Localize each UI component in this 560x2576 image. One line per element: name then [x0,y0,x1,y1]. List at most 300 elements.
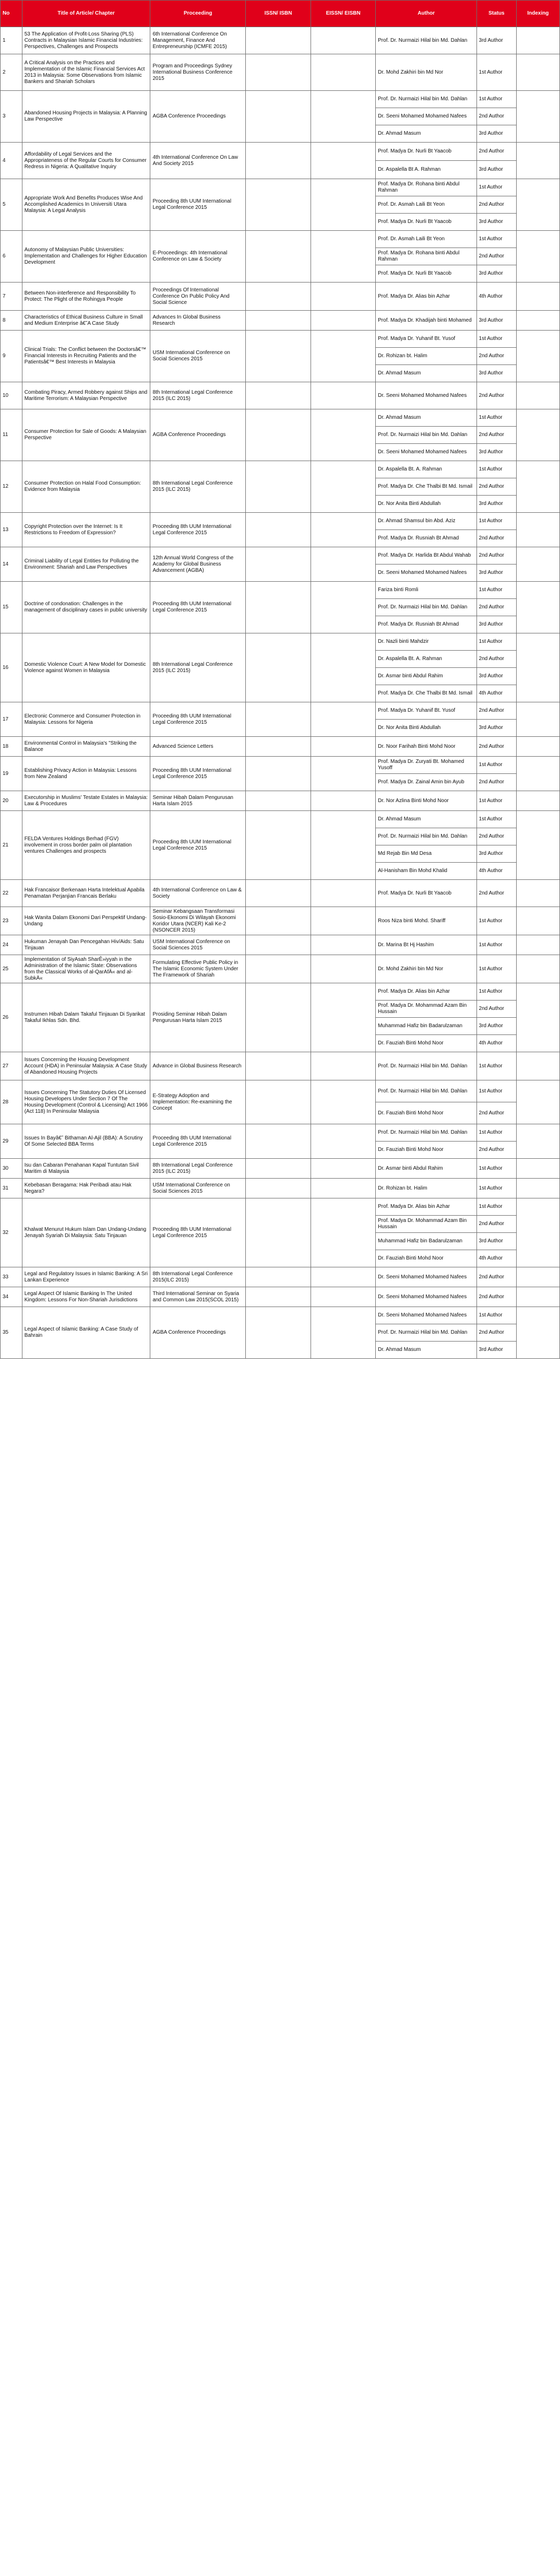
author-entry [376,496,516,513]
issn-cell [246,1124,311,1159]
author-name: Prof. Madya Dr. Harlida Bt Abdul Wahab [376,547,476,564]
author-name: Dr. Fauziah Binti Mohd Noor [378,1147,444,1152]
author-status: 3rd Author [476,365,516,382]
author-entry [376,348,516,365]
table-row [1,955,560,983]
author-entry [376,1142,516,1159]
eissn-cell [311,633,376,702]
table-row [1,91,560,143]
author-status: 3rd Author [476,496,516,513]
author-entry [376,248,516,265]
eissn-cell [311,983,376,1052]
table-row [1,757,560,791]
table-row [1,1159,560,1179]
indexing-cell [516,582,559,633]
author-status: 3rd Author [476,1233,516,1250]
row-number: 28 [1,1080,22,1124]
table-row [1,143,560,179]
proceeding-name: Program and Proceedings Sydney International Business Conference 2015 [150,54,246,91]
row-number: 32 [1,1198,22,1267]
author-name: Dr. Ahmad Masum [376,811,476,828]
author-status: 1st Author [476,983,516,1001]
author-name: Dr. Noor Farihah Binti Mohd Noor [378,743,456,749]
indexing-cell [516,1159,559,1179]
author-entry [376,1267,516,1287]
row-number: 9 [1,331,22,382]
author-entry [376,1179,516,1198]
author-list [376,1159,516,1178]
row-number: 31 [1,1179,22,1198]
author-entry [376,513,516,530]
author-list [376,382,516,409]
authors-cell [376,1159,516,1179]
header-indexing: Indexing [516,1,559,27]
author-name: Fariza binti Romli [376,582,476,599]
proceeding-name: USM International Conference on Social Sciences 2015 [150,331,246,382]
author-status: 2nd Author [476,248,516,265]
author-name: Prof. Madya Dr. Zuryati Bt. Mohamed Yusoff [376,757,476,774]
issn-cell [246,791,311,811]
issn-cell [246,633,311,702]
author-status: 2nd Author [476,196,516,214]
author-status: 3rd Author [476,1018,516,1035]
authors-cell [376,757,516,791]
author-status: 2nd Author [476,1216,516,1233]
author-entry [376,811,516,828]
article-title: Doctrine of condonation: Challenges in the management of disciplinary cases in public university [22,582,150,633]
issn-cell [246,582,311,633]
proceeding-name: 12th Annual World Congress of the Academy for Global Business Advancement (AGBA) [150,547,246,582]
proceeding-name: Proceeding 8th UUM International Legal Conference 2015 [150,1124,246,1159]
author-list [376,811,516,879]
proceeding-name: 8th International Legal Conference 2015 (ILC 2015) [150,633,246,702]
author-status: 3rd Author [476,214,516,231]
proceeding-name: Proceeding 8th UUM International Legal Conference 2015 [150,513,246,547]
proceeding-name: E-Proceedings: 4th International Conference on Law & Society [150,231,246,283]
author-entry [376,599,516,616]
article-title: Kebebasan Beragama: Hak Peribadi atau Hak Negara? [22,1179,150,1198]
author-status: 1st Author [476,409,516,427]
author-status: 1st Author [476,331,516,348]
author-list [376,1179,516,1198]
eissn-cell [311,1159,376,1179]
author-status: 3rd Author [476,444,516,461]
issn-cell [246,1267,311,1287]
issn-cell [246,311,311,331]
author-entry [376,478,516,496]
proceeding-name: Proceeding 8th UUM International Legal Conference 2015 [150,1198,246,1267]
issn-cell [246,1287,311,1307]
author-status: 1st Author [476,791,516,810]
author-name: Dr. Fauziah Binti Mohd Noor [378,1110,444,1116]
author-entry [376,1287,516,1307]
author-status: 2nd Author [476,702,516,720]
authors-cell [376,1179,516,1198]
indexing-cell [516,702,559,737]
authors-cell [376,955,516,983]
author-name: Md Rejab Bin Md Desa [376,845,476,863]
row-number: 13 [1,513,22,547]
article-title: Characteristics of Ethical Business Culture in Small and Medium Enterprise â€˜A Case Study [22,311,150,331]
eissn-cell [311,91,376,143]
author-entry [376,283,516,310]
article-title: Issues In Bayâ€˜ Bithaman Al-Ajil (BBA): A Scrutiny Of Some Selected BBA Terms [22,1124,150,1159]
authors-cell [376,811,516,880]
author-entry [376,409,516,427]
proceeding-name: 8th International Legal Conference 2015 (ILC 2015) [150,382,246,409]
author-list [376,582,516,633]
issn-cell [246,935,311,955]
indexing-cell [516,811,559,880]
eissn-cell [311,791,376,811]
author-list [376,1287,516,1307]
author-entry [376,863,516,880]
author-status: 1st Author [476,1179,516,1198]
author-status: 4th Author [476,685,516,702]
proceeding-name: Prosiding Seminar Hibah Dalam Pengurusan Harta Islam 2015 [150,983,246,1052]
article-title: Clinical Trials: The Conflict between the Doctorsâ€™ Financial Interests in Recruiting Patients and the Patientsâ€™ Best Interests in Malaysia [22,331,150,382]
table-row [1,1307,560,1359]
proceeding-name: Proceeding 8th UUM International Legal Conference 2015 [150,582,246,633]
author-status: 1st Author [476,811,516,828]
proceeding-name: AGBA Conference Proceedings [150,91,246,143]
article-title: Executorship in Muslims' Testate Estates in Malaysia: Law & Procedures [22,791,150,811]
table-row [1,231,560,283]
author-status: 2nd Author [476,547,516,564]
author-name: Prof. Dr. Nurmaizi Hilal bin Md. Dahlan [378,37,468,43]
author-status: 4th Author [476,283,516,310]
author-status: 1st Author [476,935,516,955]
eissn-cell [311,1267,376,1287]
article-title: Consumer Protection for Sale of Goods: A Malaysian Perspective [22,409,150,461]
author-name: Dr. Rohizan bt. Halim [378,1185,427,1191]
author-status: 2nd Author [476,530,516,547]
issn-cell [246,331,311,382]
author-name: Prof. Madya Dr. Che Thalbi Bt Md. Ismail [376,478,476,496]
issn-cell [246,811,311,880]
article-title: Instrumen Hibah Dalam Takaful Tinjauan Di Syarikat Takaful Ikhlas Sdn. Bhd. [22,983,150,1052]
author-name: Prof. Dr. Nurmaizi Hilal bin Md. Dahlan [376,1324,476,1342]
author-entry [376,702,516,720]
author-status: 2nd Author [476,108,516,125]
author-status: 2nd Author [476,599,516,616]
indexing-cell [516,27,559,54]
author-entry [376,1250,516,1267]
author-name: Dr. Seeni Mohamed Mohamed Nafees [378,1293,467,1300]
proceeding-name: 8th International Legal Conference 2015 (ILC 2015) [150,461,246,513]
table-row [1,54,560,91]
author-list [376,983,516,1052]
author-status: 1st Author [476,91,516,108]
author-name: Dr. Fauziah Binti Mohd Noor [378,1255,444,1261]
indexing-cell [516,409,559,461]
authors-cell [376,582,516,633]
article-title: Electronic Commerce and Consumer Protection in Malaysia: Lessons for Nigeria [22,702,150,737]
author-entry [376,1080,516,1102]
author-entry [376,143,516,161]
table-row [1,409,560,461]
row-number: 30 [1,1159,22,1179]
eissn-cell [311,582,376,633]
eissn-cell [311,231,376,283]
header-issn: ISSN/ ISBN [246,1,311,27]
indexing-cell [516,461,559,513]
author-name: Prof. Madya Dr. Rohana binti Abdul Rahman [376,179,476,196]
proceeding-name: Proceedings Of International Conference On Public Policy And Social Science [150,283,246,311]
eissn-cell [311,54,376,91]
authors-cell [376,547,516,582]
author-entry [376,1102,516,1124]
author-entry [376,214,516,231]
author-name: Dr. Ahmad Masum [376,409,476,427]
author-name: Prof. Madya Dr. Rusniah Bt Ahmad [378,621,459,627]
author-name: Prof. Madya Dr. Mohammad Azam Bin Hussain [376,1216,476,1233]
eissn-cell [311,1287,376,1307]
eissn-cell [311,1179,376,1198]
author-name: Dr. Seeni Mohamed Mohamed Nafees [376,1307,476,1324]
author-status: 1st Author [476,231,516,248]
author-name: Prof. Madya Dr. Nurli Bt Yaacob [378,270,451,276]
table-row [1,1287,560,1307]
proceeding-name: 8th International Legal Conference 2015(ILC 2015) [150,1267,246,1287]
row-number: 33 [1,1267,22,1287]
table-row [1,1267,560,1287]
row-number: 21 [1,811,22,880]
author-name: Dr. Rohizan bt. Halim [376,348,476,365]
author-name: Muhammad Hafiz bin Badarulzaman [376,1018,476,1035]
eissn-cell [311,143,376,179]
table-row [1,1198,560,1267]
author-entry [376,108,516,125]
indexing-cell [516,547,559,582]
proceeding-name: 4th International Conference on Law & Society [150,880,246,907]
indexing-cell [516,983,559,1052]
issn-cell [246,27,311,54]
author-name: Dr. Seeni Mohamed Mohamed Nafees [378,1274,467,1280]
author-status: 1st Author [476,955,516,983]
indexing-cell [516,91,559,143]
author-name: Prof. Madya Dr. Alias bin Azhar [376,983,476,1001]
authors-cell [376,1307,516,1359]
eissn-cell [311,907,376,935]
indexing-cell [516,331,559,382]
article-title: Appropriate Work And Benefits Produces Wise And Accomplished Academics In Universiti Utara Malaysia: A Legal Analysis [22,179,150,231]
article-title: Autonomy of Malaysian Public Universities: Implementation and Challenges for Higher Education Development [22,231,150,283]
author-name: Dr. Mohd Zakhiri bin Md Nor [378,69,444,75]
table-row [1,1124,560,1159]
article-title: Issues Concerning The Statutory Duties Of Licensed Housing Developers Under Section 7 Of The Housing Development (Control & Licensing) Act 1966 (Act 118) In Peninsular Malaysia [22,1080,150,1124]
article-title: Hak Francaisor Berkenaan Harta Intelektual Apabila Penamatan Perjanjian Francais Berlaku [22,880,150,907]
authors-cell [376,1287,516,1307]
eissn-cell [311,179,376,231]
indexing-cell [516,513,559,547]
indexing-cell [516,737,559,757]
author-name: Prof. Madya Dr. Zainal Amin bin Ayub [378,779,464,785]
author-list [376,54,516,90]
authors-cell [376,382,516,409]
author-status: 4th Author [476,1250,516,1267]
indexing-cell [516,231,559,283]
author-entry [376,179,516,196]
author-entry [376,1001,516,1018]
eissn-cell [311,737,376,757]
indexing-cell [516,1080,559,1124]
author-status: 2nd Author [476,427,516,444]
author-name: Prof. Dr. Nurmaizi Hilal bin Md. Dahlan [378,1063,468,1069]
row-number: 22 [1,880,22,907]
author-status: 1st Author [476,633,516,651]
author-name: Dr. Aspalella Bt. A. Rahman [376,651,476,668]
author-entry [376,685,516,702]
author-entry [376,427,516,444]
eissn-cell [311,27,376,54]
author-entry [376,633,516,651]
eissn-cell [311,409,376,461]
authors-cell [376,231,516,283]
author-entry [376,331,516,348]
article-title: Khalwat Menurut Hukum Islam Dan Undang-Undang Jenayah Syariah Di Malaysia: Satu Tinjauan [22,1198,150,1267]
author-status: 3rd Author [476,311,516,330]
indexing-cell [516,1052,559,1080]
author-list [376,702,516,736]
proceeding-name: Proceeding 8th UUM International Legal Conference 2015 [150,811,246,880]
indexing-cell [516,54,559,91]
author-status: 1st Author [476,1052,516,1080]
author-status: 3rd Author [476,668,516,685]
author-entry [376,1159,516,1178]
authors-cell [376,27,516,54]
indexing-cell [516,955,559,983]
author-name: Al-Hanisham Bin Mohd Khalid [378,868,447,874]
author-entry [376,231,516,248]
author-name: Dr. Nor Anita Binti Abdullah [378,501,441,507]
author-status: 3rd Author [476,720,516,737]
indexing-cell [516,907,559,935]
issn-cell [246,1080,311,1124]
eissn-cell [311,513,376,547]
author-entry [376,311,516,330]
author-name: Prof. Dr. Nurmaizi Hilal bin Md. Dahlan [376,1124,476,1142]
author-list [376,513,516,547]
table-row [1,513,560,547]
eissn-cell [311,283,376,311]
authors-cell [376,409,516,461]
author-name: Dr. Seeni Mohamed Mohamed Nafees [378,570,467,575]
author-name: Dr. Seeni Mohamed Mohamed Nafees [378,392,467,398]
issn-cell [246,955,311,983]
author-name: Dr. Nor Azlina Binti Mohd Noor [378,797,449,804]
author-name: Roos Niza binti Mohd. Shariff [378,918,446,924]
issn-cell [246,513,311,547]
author-entry [376,1216,516,1233]
author-entry [376,530,516,547]
indexing-cell [516,1124,559,1159]
issn-cell [246,179,311,231]
author-name: Dr. Fauziah Binti Mohd Noor [378,1040,444,1046]
proceeding-name: Advances In Global Business Research [150,311,246,331]
author-status: 2nd Author [476,1001,516,1018]
authors-cell [376,331,516,382]
proceeding-name: Advanced Science Letters [150,737,246,757]
authors-cell [376,737,516,757]
author-entry [376,907,516,935]
author-list [376,547,516,581]
author-name: Dr. Nazli binti Mahdzir [376,633,476,651]
authors-cell [376,283,516,311]
authors-cell [376,880,516,907]
author-list [376,1267,516,1287]
author-entry [376,757,516,774]
proceeding-name: Proceeding 8th UUM International Legal Conference 2015 [150,179,246,231]
indexing-cell [516,1287,559,1307]
author-name: Prof. Madya Dr. Nurli Bt Yaacob [378,890,451,896]
article-title: Consumer Protection on Halal Food Consumption: Evidence from Malaysia [22,461,150,513]
author-status: 3rd Author [476,1342,516,1359]
author-name: Dr. Asmar binti Abdul Rahim [376,668,476,685]
author-list [376,179,516,230]
proceeding-name: USM International Conference on Social Sciences 2015 [150,935,246,955]
author-status: 1st Author [476,582,516,599]
author-status: 2nd Author [476,1267,516,1287]
author-status: 2nd Author [476,348,516,365]
author-status: 2nd Author [476,1324,516,1342]
author-name: Prof. Madya Dr. Alias bin Azhar [376,1198,476,1216]
table-row [1,582,560,633]
table-row [1,702,560,737]
table-row [1,1080,560,1124]
article-title: FELDA Ventures Holdings Berhad (FGV) involvement in cross border palm oil plantation ventures Challenges and prospects [22,811,150,880]
authors-cell [376,1124,516,1159]
author-list [376,955,516,983]
issn-cell [246,143,311,179]
author-status: 1st Author [476,1124,516,1142]
author-status: 1st Author [476,1080,516,1102]
author-entry [376,651,516,668]
authors-cell [376,1267,516,1287]
authors-cell [376,907,516,935]
author-status: 3rd Author [476,265,516,283]
row-number: 25 [1,955,22,983]
author-status: 2nd Author [476,1142,516,1159]
table-row [1,331,560,382]
author-entry [376,27,516,54]
issn-cell [246,461,311,513]
author-name: Prof. Madya Dr. Rohana binti Abdul Rahman [376,248,476,265]
article-title: Between Non-interference and Responsibility To Protect: The Plight of the Rohingya People [22,283,150,311]
author-list [376,1080,516,1124]
author-status: 1st Author [476,757,516,774]
authors-cell [376,461,516,513]
table-row [1,1179,560,1198]
author-status: 1st Author [476,461,516,478]
table-row [1,935,560,955]
eissn-cell [311,811,376,880]
author-list [376,409,516,461]
issn-cell [246,757,311,791]
authors-cell [376,702,516,737]
row-number: 8 [1,311,22,331]
author-list [376,1307,516,1358]
table-row [1,179,560,231]
indexing-cell [516,143,559,179]
author-status: 1st Author [476,54,516,90]
issn-cell [246,1198,311,1267]
author-name: Prof. Dr. Nurmaizi Hilal bin Md. Dahlan [376,828,476,845]
indexing-cell [516,1307,559,1359]
header-author: Author [376,1,477,27]
table-row [1,880,560,907]
article-title: Combating Piracy, Armed Robbery against Ships and Maritime Terrorism: A Malaysian Perspective [22,382,150,409]
